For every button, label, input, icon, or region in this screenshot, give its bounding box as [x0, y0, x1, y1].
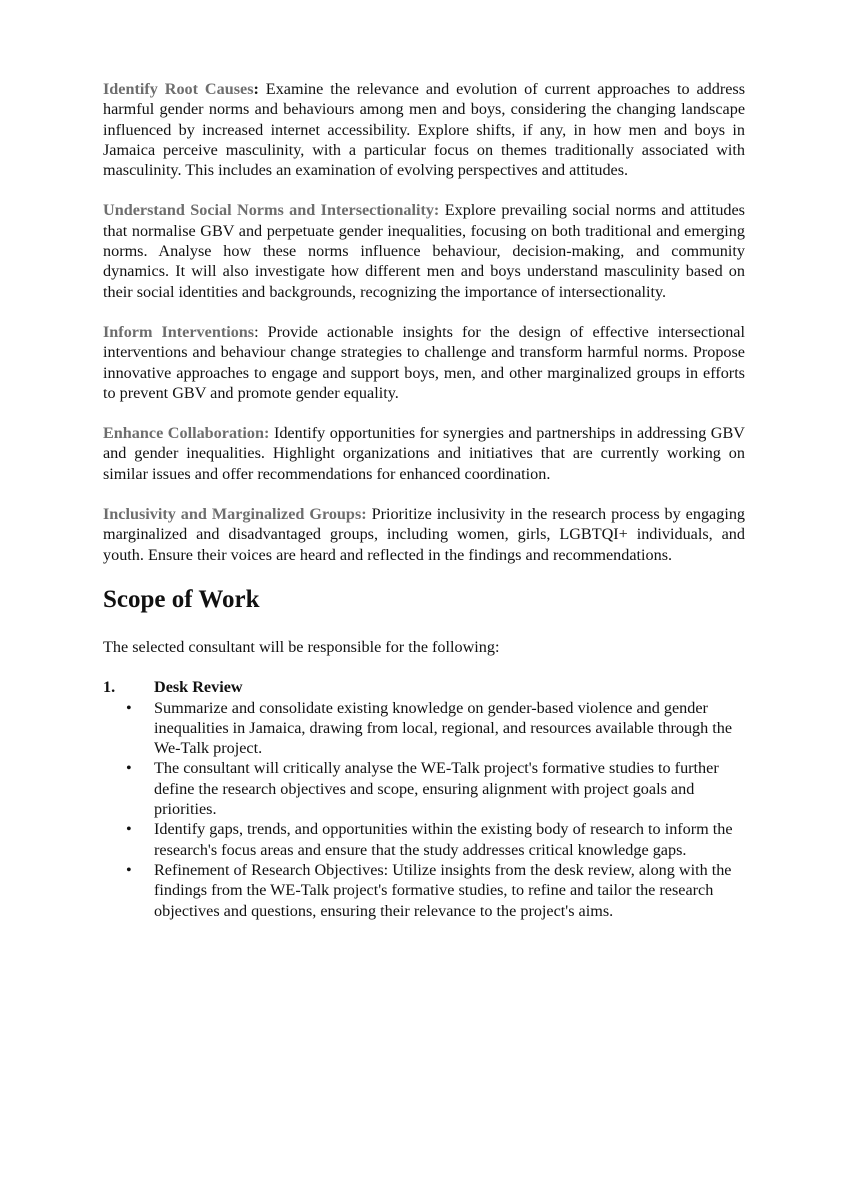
- objective-paragraph-inclusivity: [103, 504, 745, 565]
- objective-paragraph-root-causes: [103, 79, 745, 180]
- objective-text: Identify opportunities for synergies and partnerships in addressing GBV and gender inequalities. Highlight organizations and initiatives that are currently working on similar issues and offer recommendations for enhanced coordination.: [103, 424, 745, 483]
- bullet-icon: •: [126, 820, 132, 839]
- objective-title: Identify Root Causes: [103, 80, 254, 98]
- list-item-text: Summarize and consolidate existing knowledge on gender-based violence and gender inequalities in Jamaica, drawing from local, regional, and resources available through the We-Talk project.: [154, 698, 733, 758]
- objective-paragraph-social-norms: [103, 200, 745, 301]
- bullet-icon: •: [126, 759, 132, 778]
- list-item: [126, 860, 745, 921]
- list-item: [126, 758, 745, 819]
- objective-paragraph-interventions: [103, 322, 745, 403]
- item-title: Desk Review: [154, 678, 243, 697]
- item-number: 1.: [103, 678, 116, 697]
- desk-review-bullet-list: [103, 698, 745, 921]
- numbered-item-desk-review: [103, 677, 745, 697]
- list-item-text: The consultant will critically analyse the WE-Talk project's formative studies to further define the research objectives and scope, ensuring alignment with project goals and priorities.: [154, 759, 719, 819]
- scope-of-work-heading: Scope of Work: [103, 585, 260, 613]
- objective-text: Prioritize inclusivity in the research process by engaging marginalized and disadvantaged groups, including women, girls, LGBTQI+ individuals, and youth. Ensure their voices are heard and reflected in the findings and recommendations.: [103, 505, 746, 564]
- list-item-text: Refinement of Research Objectives: Utilize insights from the desk review, along with the findings from the WE-Talk project's formative studies, to refine and tailor the research objectives and questions, ensuring their relevance to the project's aims.: [154, 860, 732, 920]
- objective-text: : Provide actionable insights for the design of effective intersectional interventions and behaviour change strategies to challenge and transform harmful norms. Propose innovative approaches to engage and support boys, men, and other marginalized groups in efforts to prevent GBV and promote gender equality.: [103, 322, 745, 402]
- objective-text: Examine the relevance and evolution of current approaches to address harmful gender norms and behaviours among men and boys, considering the changing landscape influenced by increased internet accessibility. Explore shifts, if any, in how men and boys in Jamaica perceive masculinity, with a particular focus on themes traditionally associated with masculinity. This includes an examination of evolving perspectives and attitudes.: [103, 80, 746, 180]
- objective-title: Enhance Collaboration:: [103, 424, 270, 443]
- objective-title-colon: :: [253, 80, 259, 98]
- list-item-text: Identify gaps, trends, and opportunities within the existing body of research to inform the research's focus areas and ensure that the study addresses critical knowledge gaps.: [154, 820, 733, 859]
- bullet-icon: •: [126, 860, 132, 879]
- list-item: [126, 819, 745, 860]
- objective-title: Inform Interventions: [103, 322, 255, 341]
- objective-title: Inclusivity and Marginalized Groups:: [103, 505, 367, 524]
- list-item: [126, 698, 745, 759]
- objective-text: Explore prevailing social norms and attitudes that normalise GBV and perpetuate gender inequalities, focusing on both traditional and emerging norms. Analyse how these norms influence behaviour, decision-making, and community dynamics. It will also investigate how different men and boys understand masculinity based on their social identities and backgrounds, recognizing the importance of intersectionality.: [103, 201, 745, 301]
- scope-intro: The selected consultant will be responsible for the following:: [103, 637, 500, 656]
- objective-paragraph-collaboration: [103, 423, 745, 484]
- bullet-icon: •: [126, 698, 132, 717]
- document-page: [103, 79, 745, 921]
- objective-title: Understand Social Norms and Intersectionality:: [103, 201, 440, 220]
